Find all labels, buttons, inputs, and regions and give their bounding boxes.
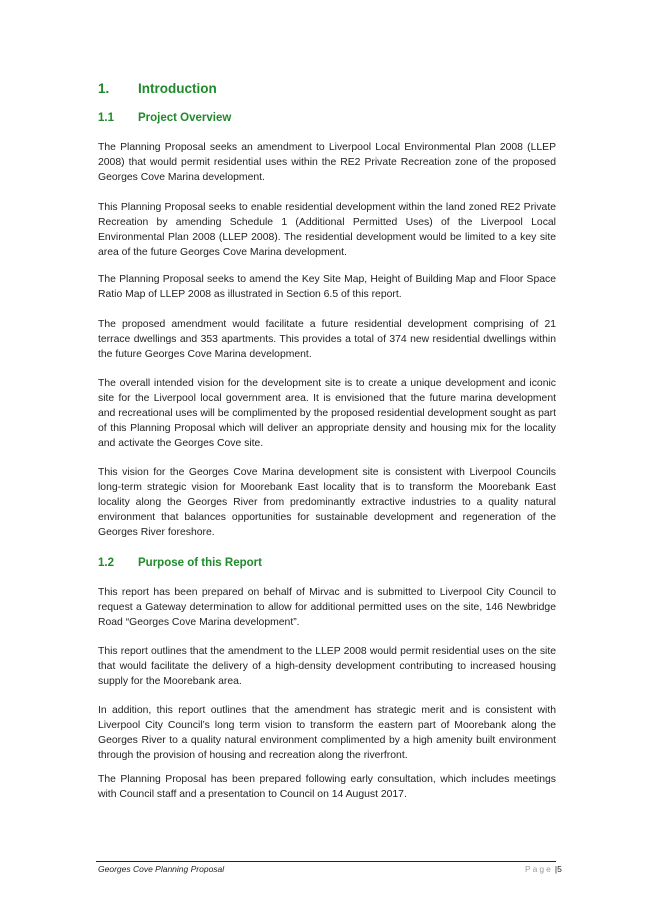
section-title: Purpose of this Report — [138, 557, 262, 569]
paragraph: The Planning Proposal seeks to amend the Key Site Map, Height of Building Map and Floor Space Ratio Map of LLEP 2008 as illustrated in Section 6.5 of this report. — [98, 274, 556, 300]
paragraph: This report outlines that the amendment to the LLEP 2008 would permit residential uses on the site that would facilitate the delivery of a high-density development contributing to increased housing supply for the Moorebank area. — [98, 646, 556, 687]
paragraph: This vision for the Georges Cove Marina development site is consistent with Liverpool Councils long-term strategic vision for Moorebank East locality that is to transform the Moorebank East locality along the Georges River from predominantly extractive industries to a quality natural environment that balances opportunities for sustainable development and regeneration of the Georges River foreshore. — [98, 467, 556, 538]
paragraph: This report has been prepared on behalf of Mirvac and is submitted to Liverpool City Council to request a Gateway determination to allow for additional permitted uses on the site, 146 Newbridge Road “Georges Cove Marina development”. — [98, 587, 556, 628]
section-number: 1.2 — [98, 557, 114, 569]
paragraph: The Planning Proposal has been prepared following early consultation, which includes meetings with Council staff and a presentation to Council on 14 August 2017. — [98, 774, 556, 800]
paragraph: The proposed amendment would facilitate a future residential development comprising of 21 terrace dwellings and 353 apartments. This provides a total of 374 new residential dwellings within the future Georges Cove Marina development. — [98, 319, 556, 360]
paragraph: This Planning Proposal seeks to enable residential development within the land zoned RE2 Private Recreation by amending Schedule 1 (Additional Permitted Uses) of the Liverpool Local Environmental Plan 2008 (LLEP 2008). The residential development would be limited to a key site area of the future Georges Cove Marina development. — [98, 202, 556, 258]
paragraph: The overall intended vision for the development site is to create a unique development and iconic site for the Liverpool local government area. It is envisioned that the future marina development and recreational uses will be complimented by the proposed residential development sought as part of this Planning Proposal which will deliver an appropriate density and housing mix for the locality and activate the Georges Cove site. — [98, 378, 556, 449]
page-separator: | — [554, 864, 558, 874]
paragraph: In addition, this report outlines that the amendment has strategic merit and is consistent with Liverpool City Council’s long term vision to transform the eastern part of Moorebank along the Georges River to a quality natural environment complimented by a high amenity built environment through the provision of housing and recreation along the riverfront. — [98, 705, 556, 761]
heading-purpose-of-report — [98, 555, 556, 571]
page-label: Page — [525, 864, 553, 874]
heading-introduction — [98, 80, 556, 98]
page-number: 5 — [557, 864, 562, 874]
heading-title: Introduction — [138, 81, 217, 96]
footer-document-title: Georges Cove Planning Proposal — [98, 864, 225, 874]
paragraph: The Planning Proposal seeks an amendment to Liverpool Local Environmental Plan 2008 (LLEP 2008) that would permit residential uses within the RE2 Private Recreation zone of the proposed Georges Cove Marina development. — [98, 142, 556, 183]
heading-number: 1. — [98, 81, 110, 96]
footer-divider — [96, 861, 556, 862]
section-number: 1.1 — [98, 112, 114, 124]
footer-page-indicator — [525, 864, 562, 874]
section-title: Project Overview — [138, 112, 232, 124]
heading-project-overview — [98, 110, 556, 126]
